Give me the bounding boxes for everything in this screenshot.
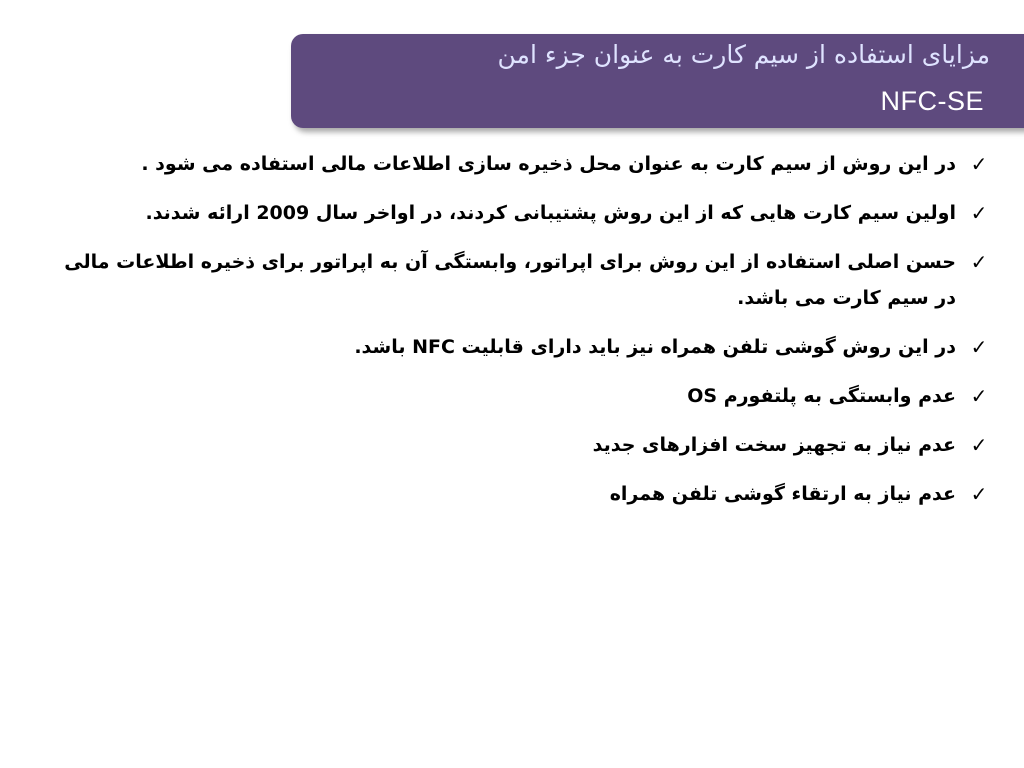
checkmark-icon: ✓ xyxy=(970,482,988,506)
list-item xyxy=(60,378,992,414)
bullet-text: عدم نیاز به ارتقاء گوشی تلفن همراه xyxy=(609,483,956,505)
list-item xyxy=(60,329,992,365)
list-item xyxy=(60,244,992,316)
list-item xyxy=(60,146,992,182)
list-item xyxy=(60,427,992,463)
bullet-text: در این روش گوشی تلفن همراه نیز باید دارای قابلیت NFC باشد. xyxy=(354,336,956,358)
list-item xyxy=(60,195,992,231)
checkmark-icon: ✓ xyxy=(970,250,988,274)
checkmark-icon: ✓ xyxy=(970,384,988,408)
slide-title-box xyxy=(291,34,1024,128)
bullet-text: حسن اصلی استفاده از این روش برای اپراتور، وابستگی آن به اپراتور برای ذخیره اطلاعات مالی در سیم کارت می باشد. xyxy=(64,251,956,309)
bullet-text: عدم نیاز به تجهیز سخت افزارهای جدید xyxy=(592,434,956,456)
bullet-text: در این روش از سیم کارت به عنوان محل ذخیره سازی اطلاعات مالی استفاده می شود . xyxy=(141,153,956,175)
checkmark-icon: ✓ xyxy=(970,201,988,225)
bullet-text: عدم وابستگی به پلتفورم OS xyxy=(687,385,956,407)
list-item xyxy=(60,476,992,512)
slide-subtitle: NFC-SE xyxy=(880,86,984,116)
checkmark-icon: ✓ xyxy=(970,335,988,359)
bullet-text: اولین سیم کارت هایی که از این روش پشتیبانی کردند، در اواخر سال 2009 ارائه شدند. xyxy=(145,202,956,224)
bullet-list xyxy=(60,146,992,525)
checkmark-icon: ✓ xyxy=(970,433,988,457)
checkmark-icon: ✓ xyxy=(970,152,988,176)
slide-title: مزایای استفاده از سیم کارت به عنوان جزء امن xyxy=(497,40,990,69)
